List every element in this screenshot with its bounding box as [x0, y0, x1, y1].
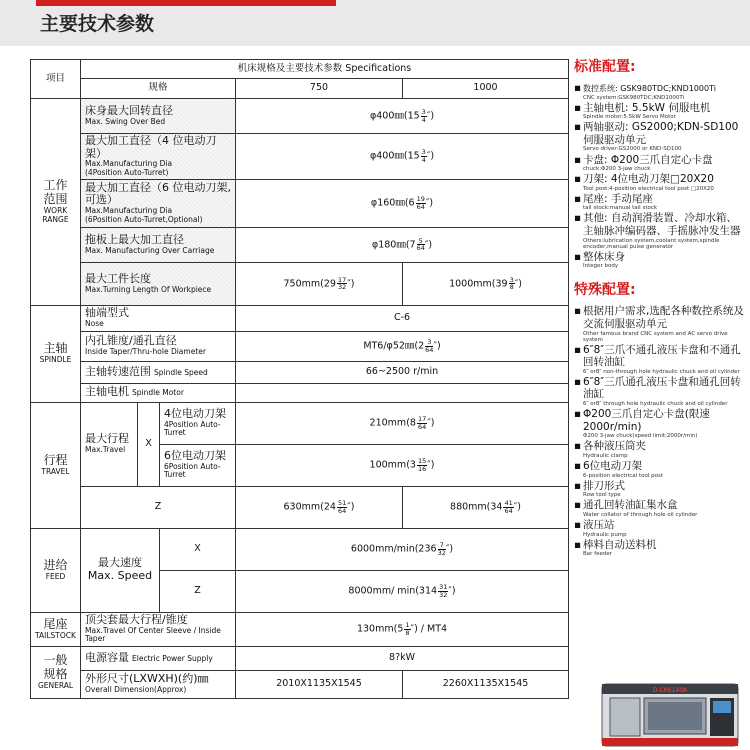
spindle-label: 主轴 SPINDLE [31, 305, 81, 402]
machine-badge: D-CK6140A [652, 687, 688, 694]
col-1000: 1000 [403, 79, 569, 99]
list-item: ▪ Φ200三爪自定心卡盘(限速2000r/min) Φ200 3-jaw chuck(speed limit:2000r/min) [574, 408, 710, 440]
row-maxdia6-label: 最大加工直径（6 位电动刀架,可选） Max.Manufacturing Dia (6Position Auto-Turret,Optional) [81, 179, 236, 227]
list-item: ▪ 通孔回转油缸集水盒 Water collator of through hole oil cylinder [574, 499, 698, 518]
travel-t6-value: 100mm(3 $\frac{15}{16}$ ″) [236, 444, 569, 486]
travel-t4-value: 210mm(8 $\frac{17}{64}$ ″) [236, 402, 569, 444]
list-item: ▪ 各种液压筒夹 Hydraulic clamp [574, 440, 646, 459]
feed-z-label: Z [160, 570, 236, 612]
spec-table [30, 59, 569, 699]
tailstock-label: 尾座 TAILSTOCK [31, 612, 81, 646]
row-carriage-label: 拖板上最大加工直径 Max. Manufacturing Over Carriage [81, 227, 236, 262]
list-item: ▪ 两轴驱动: GS2000;KDN-SD100 伺服驱动单元 Servo driver:GS2000 or KND-SD100 [574, 121, 739, 153]
dimension-label: 外形尺寸(LXWXH)(约)㎜ Overall Dimension(Approx) [81, 670, 236, 698]
list-item: ▪ 根据用户需求,选配各种数控系统及交流伺服驱动单元 Other famous brand CNC system and AC servo drive system [574, 305, 744, 343]
travel-x-label: X [138, 402, 160, 486]
list-item: ▪ 6″8″三爪不通孔液压卡盘和不通孔回转油缸 6″ or8″ non-through hole hydraulic chuck and oil cylinder [574, 343, 741, 375]
travel-t4-label: 4位电动刀架 4Position Auto-Turret [160, 402, 236, 444]
feed-x-label: X [160, 528, 236, 570]
travel-z-750: 630mm(24 $\frac{51}{64}$ ″) [236, 486, 403, 528]
page-header [0, 0, 750, 46]
list-item: ▪ 主轴电机: 5.5kW 伺服电机 Spindle motor:5.5kW Servo Motor [574, 101, 711, 121]
travel-t6-label: 6位电动刀架 6Position Auto-Turret [160, 444, 236, 486]
feed-z-value: 8000mm/ min(314 $\frac{31}{32}$ ″) [236, 570, 569, 612]
list-item: ▪ 整体床身 Integer body [574, 250, 625, 270]
power-value: 8?kW [236, 646, 569, 670]
row-length-750: 750mm(29 $\frac{17}{32}$ ″) [236, 262, 403, 305]
spec-label: 规格 [81, 79, 236, 99]
row-swing-value: φ400㎜(15 $\frac{3}{4}$ ″) [236, 99, 569, 134]
tail-item-label: 顶尖套最大行程/锥度 Max.Travel Of Center Sleeve / Inside Taper [81, 612, 236, 646]
list-item: ▪ 排刀形式 Row tool type [574, 479, 625, 499]
lathe-machine-image [596, 676, 744, 750]
row-taper-label: 内孔锥度/通孔直径 Inside Taper/Thru-hole Diameter [81, 331, 236, 361]
list-item: ▪ 6″8″三爪通孔液压卡盘和通孔回转油缸 6″ or8″ through hole hydraulic chuck and oil cylinder [574, 375, 741, 408]
dimension-750: 2010X1135X1545 [236, 670, 403, 698]
feed-speed-label: 最大速度 Max. Speed [81, 528, 160, 612]
row-maxdia4-value: φ400㎜(15 $\frac{3}{4}$ ″) [236, 134, 569, 180]
feed-label: 进给 FEED [31, 528, 81, 612]
list-item: ▪ 液压站 Hydraulic pump [574, 518, 627, 538]
special-config-list [574, 305, 744, 557]
list-item: ▪ 尾座: 手动尾座 tail stock:manual tail stock [574, 192, 658, 212]
header-accent-bar [36, 0, 336, 6]
config-sidebar [574, 56, 744, 558]
general-label: 一般 规格 GENERAL [31, 646, 81, 698]
row-nose-value: C-6 [236, 305, 569, 331]
tail-value: 130mm(5 $\frac{1}{8}$ ″) / MT4 [236, 612, 569, 646]
dimension-1000: 2260X1135X1545 [403, 670, 569, 698]
standard-config-title: 标准配置: [574, 59, 636, 75]
list-item: ▪ 其他: 自动润滑装置、冷却水箱、主轴脉冲编码器、手摇脉冲发生器 Others:lubrication system,coolant system,spindle encoder,manual pulse generator [574, 212, 741, 250]
list-item: ▪ 卡盘: Φ200三爪自定心卡盘 chuck:Φ200 3-jaw chuck [574, 153, 713, 173]
travel-z-label: Z [81, 486, 236, 528]
row-speed-value: 66~2500 r/min [236, 361, 569, 383]
row-length-label: 最大工件长度 Max.Turning Length Of Workpiece [81, 262, 236, 305]
standard-config-list [574, 82, 744, 269]
list-item: ▪ 6位电动刀架 6-position electrical tool post [574, 459, 663, 479]
row-speed-label: 主轴转速范围 Spindle Speed [81, 361, 236, 383]
list-item: ▪ 刀架: 4位电动刀架□20X20 Tool post:4-position electrical tool post □20X20 [574, 173, 714, 192]
special-config-title: 特殊配置: [574, 282, 636, 299]
spec-title: 机床规格及主要技术参数 Specifications [81, 60, 569, 79]
row-swing-label: 床身最大回转直径 Max. Swing Over Bed [81, 99, 236, 134]
row-taper-value: MT6/φ52㎜(2 $\frac{3}{64}$ ″) [236, 331, 569, 361]
col-item-label: 项目 [31, 60, 81, 99]
row-carriage-value: φ180㎜(7 $\frac{5}{64}$ ″) [236, 227, 569, 262]
row-length-1000: 1000mm(39 $\frac{3}{8}$ ″) [403, 262, 569, 305]
feed-x-value: 6000mm/min(236 $\frac{7}{32}$ ″) [236, 528, 569, 570]
travel-max-label: 最大行程 Max.Travel [81, 402, 138, 486]
row-motor-value [236, 383, 569, 402]
work-range-label: 工作 范围 WORK RANGE [31, 99, 81, 306]
travel-z-1000: 880mm(34 $\frac{41}{64}$ ″) [403, 486, 569, 528]
travel-label: 行程 TRAVEL [31, 402, 81, 528]
row-motor-label: 主轴电机 Spindle Motor [81, 383, 236, 402]
list-item: ▪ 数控系统: GSK980TDC;KND1000Ti CNC system:GSK980TDC;KND1000Ti [574, 82, 716, 101]
list-item: ▪ 棒料自动送料机 Bar feeder [574, 538, 657, 558]
col-750: 750 [236, 79, 403, 99]
row-maxdia4-label: 最大加工直径（4 位电动刀架） Max.Manufacturing Dia (4Position Auto-Turret) [81, 134, 236, 180]
power-label: 电源容量 Electric Power Supply [81, 646, 236, 670]
row-maxdia6-value: φ160㎜(6 $\frac{19}{64}$ ″) [236, 179, 569, 227]
page-title: 主要技术参数 [40, 13, 155, 35]
row-nose-label: 轴端型式 Nose [81, 305, 236, 331]
